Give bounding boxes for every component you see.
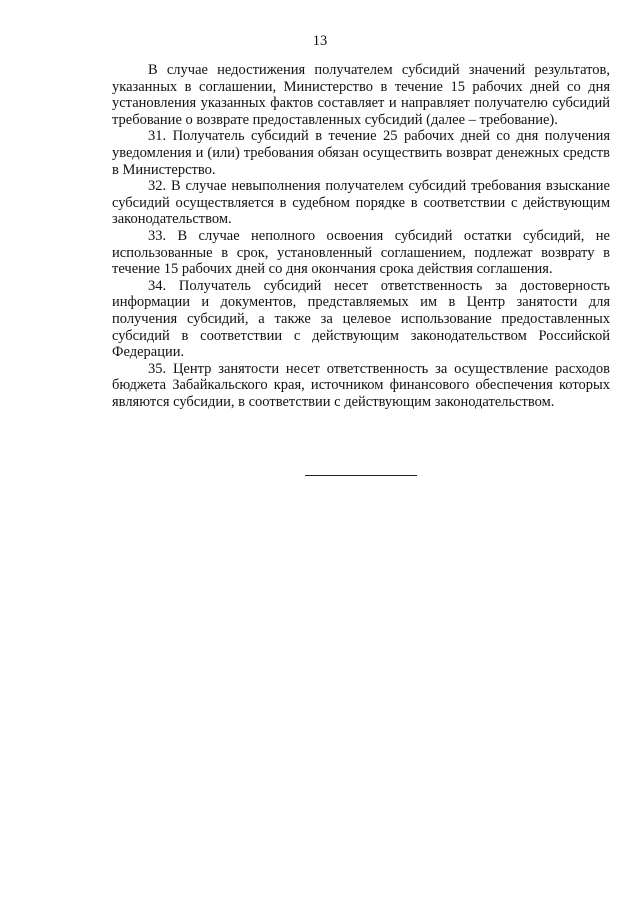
document-body (112, 62, 610, 410)
paragraph-32: 32. В случае невыполнения получателем субсидий требования взыскание субсидий осуществляется в судебном порядке в соответствии с действующим законодательством. (112, 178, 610, 228)
paragraph-31: 31. Получатель субсидий в течение 25 рабочих дней со дня получения уведомления и (или) требования обязан осуществить возврат денежных средств в Министерство. (112, 128, 610, 178)
paragraph-35: 35. Центр занятости несет ответственность за осуществление расходов бюджета Забайкальского края, источником финансового обеспечения которых являются субсидии, в соответствии с действующим законодательством. (112, 360, 610, 410)
paragraph-33: 33. В случае неполного освоения субсидий остатки субсидий, не использованные в срок, установленный соглашением, подлежат возврату в течение 15 рабочих дней со дня окончания срока действия соглашения. (112, 227, 610, 278)
end-separator-line (305, 475, 417, 476)
paragraph-34: 34. Получатель субсидий несет ответственность за достоверность информации и документов, представляемых им в Центр занятости для получения субсидий, а также за целевое использование предоставленных субсидий в соответствии с действующим законодательством Российской Федерации. (112, 277, 610, 361)
page-number: 13 (312, 33, 328, 49)
paragraph-refund-requirement: В случае недостижения получателем субсидий значений результатов, указанных в соглашении, Министерство в течение 15 рабочих дней со дня установления указанных фактов составляет и направляет получателю субсидий требование о возврате предоставленных субсидий (далее – требование). (112, 62, 610, 128)
